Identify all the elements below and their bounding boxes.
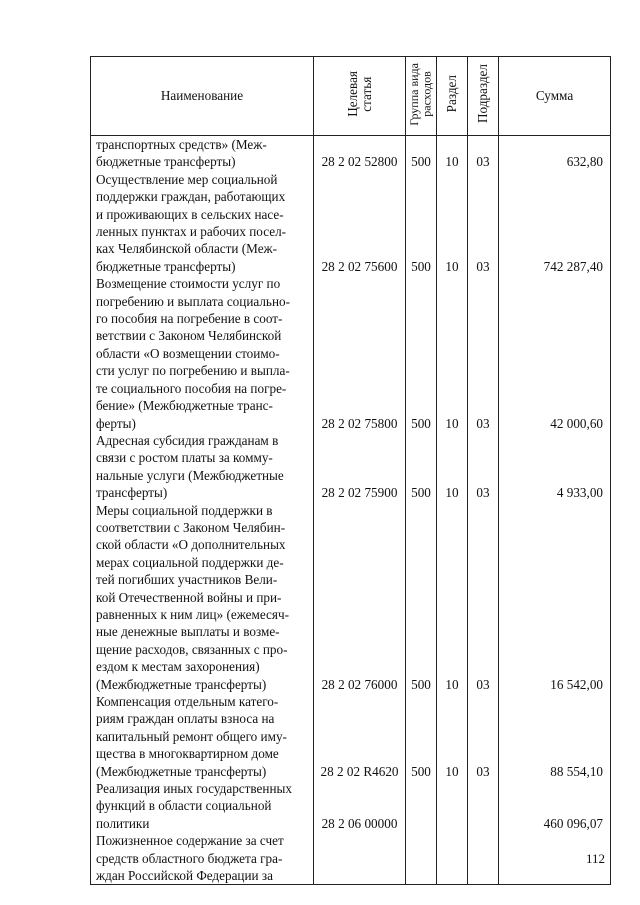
row-name-line: трансферты) [96,485,168,501]
row-name [91,502,314,693]
row-subsection: 03 [468,275,499,432]
row-section: 10 [437,136,468,171]
row-name-line: функций в области социальной [96,798,272,814]
header-section: Раздел [437,57,468,136]
row-expense-group: 500 [406,136,437,171]
table-body [91,136,611,885]
row-name-line: щества в многоквартирном доме [96,746,279,762]
row-name-line: соответствии с Законом Челябин- [96,519,286,535]
row-sum: 4 933,00 [499,432,611,502]
table-row [91,502,611,693]
row-expense-group: 500 [406,693,437,780]
row-name-line: области «О возмещении стоимо- [96,345,280,361]
row-name-line: Компенсация отдельным катего- [96,694,279,709]
row-subsection: 03 [468,432,499,502]
row-name-line: нальные услуги (Межбюджетные [96,467,284,483]
row-section [437,780,468,832]
row-name-line: ленных пунктах и рабочих посел- [96,224,287,240]
row-name [91,275,314,432]
header-subsection: Подраздел [468,57,499,136]
row-name [91,171,314,275]
row-section [437,832,468,885]
row-target-article: 28 2 06 00000 [314,780,406,832]
header-target-article: Целевая статья [314,57,406,136]
row-name-line: политики [96,815,150,831]
row-section: 10 [437,502,468,693]
row-name-line: средств областного бюджета гра- [96,850,283,866]
row-name-line: щение расходов, связанных с про- [96,641,288,657]
row-name-line: транспортных средств» (Меж- [96,137,267,152]
row-name-line: Осуществление мер социальной [96,171,278,187]
row-subsection: 03 [468,136,499,171]
row-name-line: риям граждан оплаты взноса на [96,711,275,727]
row-target-article: 28 2 02 75800 [314,275,406,432]
row-name-line: погребению и выплата социально- [96,293,290,309]
table-row [91,832,611,885]
row-name-line: ждан Российской Федерации за [96,868,273,884]
row-target-article: 28 2 02 75900 [314,432,406,502]
row-subsection: 03 [468,693,499,780]
row-name-line: го пособия на погребение в соот- [96,311,283,327]
row-name-line: бюджетные трансферты) [96,154,236,170]
row-name-line: Меры социальной поддержки в [96,502,273,518]
row-sum: 16 542,00 [499,502,611,693]
row-expense-group [406,832,437,885]
row-section: 10 [437,171,468,275]
table-row [91,432,611,502]
row-name-line: Пожизненное содержание за счет [96,833,284,849]
table-header [91,57,611,136]
row-subsection [468,832,499,885]
row-target-article [314,832,406,885]
row-name-line: кой Отечественной войны и при- [96,589,282,605]
row-sum: 460 096,07 [499,780,611,832]
row-sum: 42 000,60 [499,275,611,432]
row-name [91,780,314,832]
budget-table [90,56,611,885]
row-name-line: бение» (Межбюджетные транс- [96,398,273,414]
header-expense-group: Группа вида расходов [406,57,437,136]
table-row [91,136,611,171]
row-expense-group: 500 [406,275,437,432]
row-name-line: ные денежные выплаты и возме- [96,624,280,640]
row-name-line: ках Челябинской области (Меж- [96,241,278,257]
row-expense-group: 500 [406,171,437,275]
row-name-line: ветствии с Законом Челябинской [96,328,282,344]
page-number: 112 [586,851,606,866]
row-name-line: Возмещение стоимости услуг по [96,276,281,292]
row-name-line: поддержки граждан, работающих [96,189,286,205]
row-name [91,693,314,780]
row-sum: 88 554,10 [499,693,611,780]
row-name-line: ской области «О дополнительных [96,537,286,553]
row-expense-group [406,780,437,832]
row-name-line: Адресная субсидия гражданам в [96,432,279,448]
row-name-line: бюджетные трансферты) [96,258,236,274]
row-sum: 632,80 [499,136,611,171]
row-name-line: связи с ростом платы за комму- [96,450,273,466]
row-name [91,432,314,502]
row-name-line: и проживающих в сельских насе- [96,206,284,222]
row-name-line: (Межбюджетные трансферты) [96,676,267,692]
row-section: 10 [437,432,468,502]
row-expense-group: 500 [406,502,437,693]
header-sum: Сумма [499,57,611,136]
row-name-line: ферты) [96,415,136,431]
row-name-line: (Межбюджетные трансферты) [96,763,267,779]
table-row [91,693,611,780]
row-name-line: Реализация иных государственных [96,781,292,797]
row-target-article: 28 2 02 75600 [314,171,406,275]
row-subsection [468,780,499,832]
row-subsection: 03 [468,502,499,693]
row-name-line: равненных к ним лиц» (ежемесяч- [96,606,290,622]
row-name-line: сти услуг по погребению и выпла- [96,363,290,379]
row-target-article: 28 2 02 76000 [314,502,406,693]
table-row [91,780,611,832]
row-name [91,832,314,885]
table-row [91,171,611,275]
row-section: 10 [437,275,468,432]
row-name-line: мерах социальной поддержки де- [96,554,284,570]
row-name [91,136,314,171]
row-target-article: 28 2 02 52800 [314,136,406,171]
row-name-line: те социального пособия на погре- [96,380,287,396]
row-name-line: тей погибших участников Вели- [96,572,278,588]
row-name-line: ездом к местам захоронения) [96,659,260,675]
row-sum: 742 287,40 [499,171,611,275]
row-target-article: 28 2 02 R4620 [314,693,406,780]
row-subsection: 03 [468,171,499,275]
row-expense-group: 500 [406,432,437,502]
table-row [91,275,611,432]
row-name-line: капитальный ремонт общего иму- [96,728,287,744]
header-name: Наименование [91,57,314,136]
row-section: 10 [437,693,468,780]
